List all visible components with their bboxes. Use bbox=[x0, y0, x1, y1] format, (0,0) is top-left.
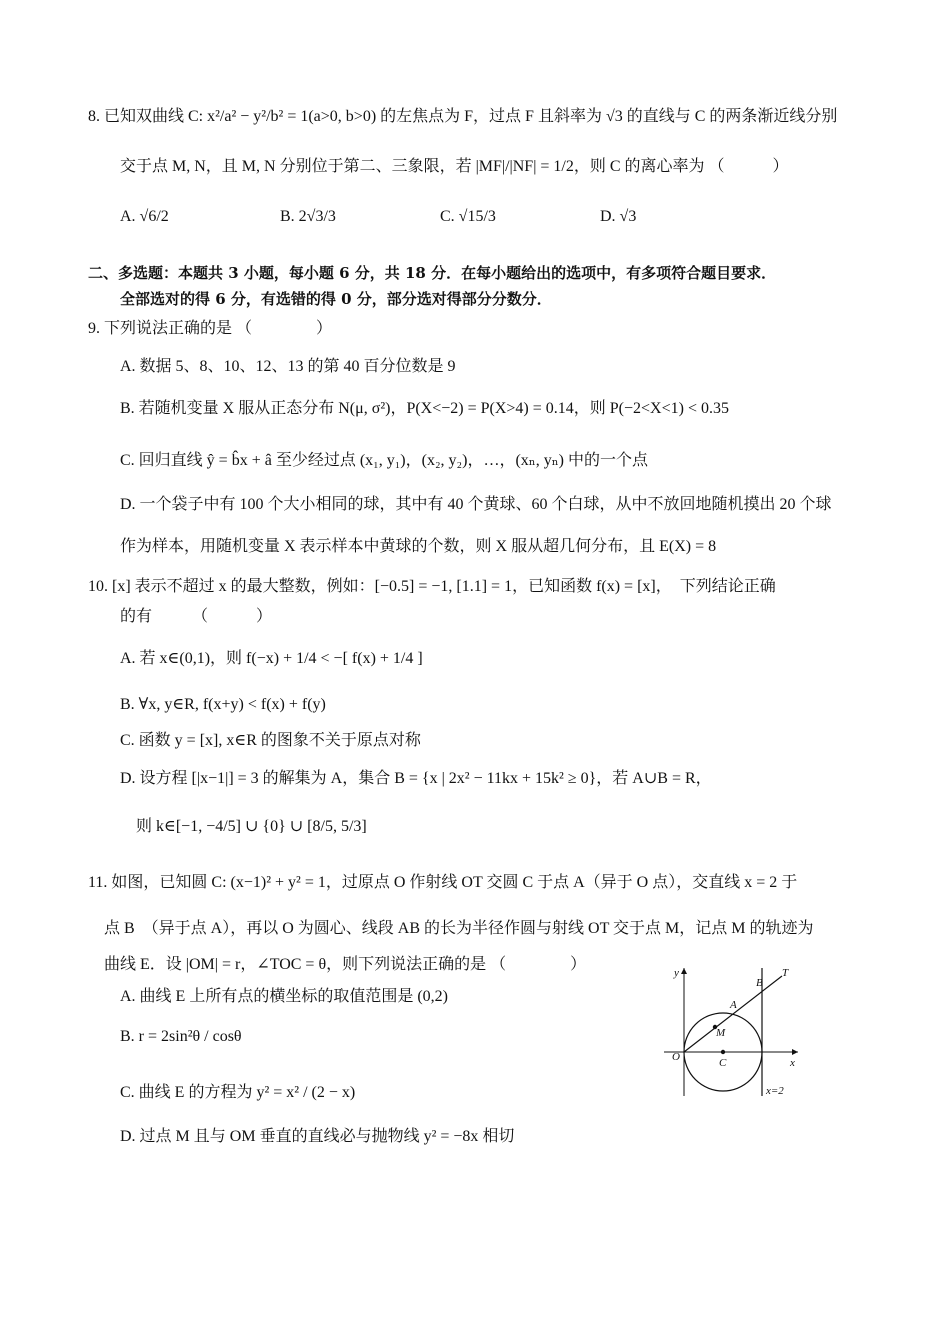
q9-option-d-line2: 作为样本，用随机变量 X 表示样本中黄球的个数，则 X 服从超几何分布，且 E(X) = 8 bbox=[120, 538, 717, 555]
q9-option-c: C. 回归直线 ŷ = b̂x + â 至少经过点 (x₁, y₁)，(x₂, y₂)，…，(xₙ, yₙ) 中的一个点 bbox=[120, 452, 648, 469]
q10-option-c: C. 函数 y = [x], x∈R 的图象不关于原点对称 bbox=[120, 732, 421, 749]
q11-stem-line2: 点 B （异于点 A），再以 O 为圆心、线段 AB 的长为半径作圆与射线 OT 交于点 M，记点 M 的轨迹为 bbox=[104, 920, 814, 937]
q8-line2: 交于点 M, N，且 M, N 分别位于第二、三象限，若 |MF|/|NF| = 1/2，则 C 的离心率为 （ ） bbox=[120, 158, 789, 175]
q10-option-a: A. 若 x∈(0,1)，则 f(−x) + 1/4 < −[ f(x) + 1/4 ] bbox=[120, 650, 423, 667]
figure-label-x2: x=2 bbox=[766, 1085, 784, 1097]
q10-option-b: B. ∀x, y∈R, f(x+y) < f(x) + f(y) bbox=[120, 696, 326, 713]
q9-stem: 9. 下列说法正确的是 （ ） bbox=[88, 320, 333, 337]
figure-label-t: T bbox=[782, 967, 789, 979]
q11-option-c: C. 曲线 E 的方程为 y² = x² / (2 − x) bbox=[120, 1084, 356, 1101]
q11-option-a: A. 曲线 E 上所有点的横坐标的取值范围是 (0,2) bbox=[120, 988, 448, 1005]
figure-point-c bbox=[721, 1050, 725, 1054]
figure-label-x: x bbox=[790, 1057, 795, 1069]
section2-heading-line1: 二、多选题：本题共 3 小题，每小题 6 分，共 18 分．在每小题给出的选项中，有多项符合题目要求． bbox=[88, 264, 777, 282]
figure-label-y: y bbox=[674, 967, 679, 979]
q10-stem-line1: 10. [x] 表示不超过 x 的最大整数，例如：[−0.5] = −1, [1.1] = 1，已知函数 f(x) = [x]， 下列结论正确 bbox=[88, 578, 776, 595]
figure-label-o: O bbox=[672, 1051, 680, 1063]
q11-stem-line1: 11. 如图，已知圆 C: (x−1)² + y² = 1，过原点 O 作射线 OT 交圆 C 于点 A（异于 O 点），交直线 x = 2 于 bbox=[88, 874, 798, 891]
q8-option-b: B. 2√3/3 bbox=[280, 208, 336, 225]
q11-option-d: D. 过点 M 且与 OM 垂直的直线必与抛物线 y² = −8x 相切 bbox=[120, 1128, 515, 1145]
q9-option-b: B. 若随机变量 X 服从正态分布 N(μ, σ²)，P(X<−2) = P(X>4) = 0.14，则 P(−2<X<1) < 0.35 bbox=[120, 400, 729, 417]
q8-line1: 8. 已知双曲线 C: x²/a² − y²/b² = 1(a>0, b>0) 的左焦点为 F，过点 F 且斜率为 √3 的直线与 C 的两条渐近线分别 bbox=[88, 108, 838, 125]
q10-option-d-line2: 则 k∈[−1, −4/5] ∪ {0} ∪ [8/5, 5/3] bbox=[136, 818, 367, 835]
q11-stem-line3: 曲线 E．设 |OM| = r，∠TOC = θ，则下列说法正确的是 （ ） bbox=[104, 956, 587, 973]
figure-x-arrow bbox=[792, 1049, 798, 1055]
q8-option-c: C. √15/3 bbox=[440, 208, 496, 225]
q9-option-d-line1: D. 一个袋子中有 100 个大小相同的球，其中有 40 个黄球、60 个白球，从中不放回地随机摸出 20 个球 bbox=[120, 496, 832, 513]
figure-y-arrow bbox=[681, 968, 687, 974]
section2-heading-line2: 全部选对的得 6 分，有选错的得 0 分，部分选对得部分分数分． bbox=[120, 290, 552, 308]
q9-option-a: A. 数据 5、8、10、12、13 的第 40 百分位数是 9 bbox=[120, 358, 456, 375]
q11-option-b: B. r = 2sin²θ / cosθ bbox=[120, 1028, 242, 1045]
q8-option-d: D. √3 bbox=[600, 208, 637, 225]
q11-figure bbox=[660, 960, 805, 1100]
q8-options bbox=[120, 206, 692, 228]
figure-ray-ot bbox=[684, 976, 782, 1052]
figure-label-b: B bbox=[756, 977, 763, 989]
figure-label-m: M bbox=[716, 1027, 726, 1039]
figure-label-a: A bbox=[730, 999, 737, 1011]
q8-option-a: A. √6/2 bbox=[120, 208, 169, 225]
q10-option-d-line1: D. 设方程 [|x−1|] = 3 的解集为 A，集合 B = {x | 2x² − 11kx + 15k² ≥ 0}，若 A∪B = R， bbox=[120, 770, 712, 787]
q10-stem-line2: 的有 （ ） bbox=[120, 608, 273, 625]
figure-label-c: C bbox=[719, 1057, 727, 1069]
